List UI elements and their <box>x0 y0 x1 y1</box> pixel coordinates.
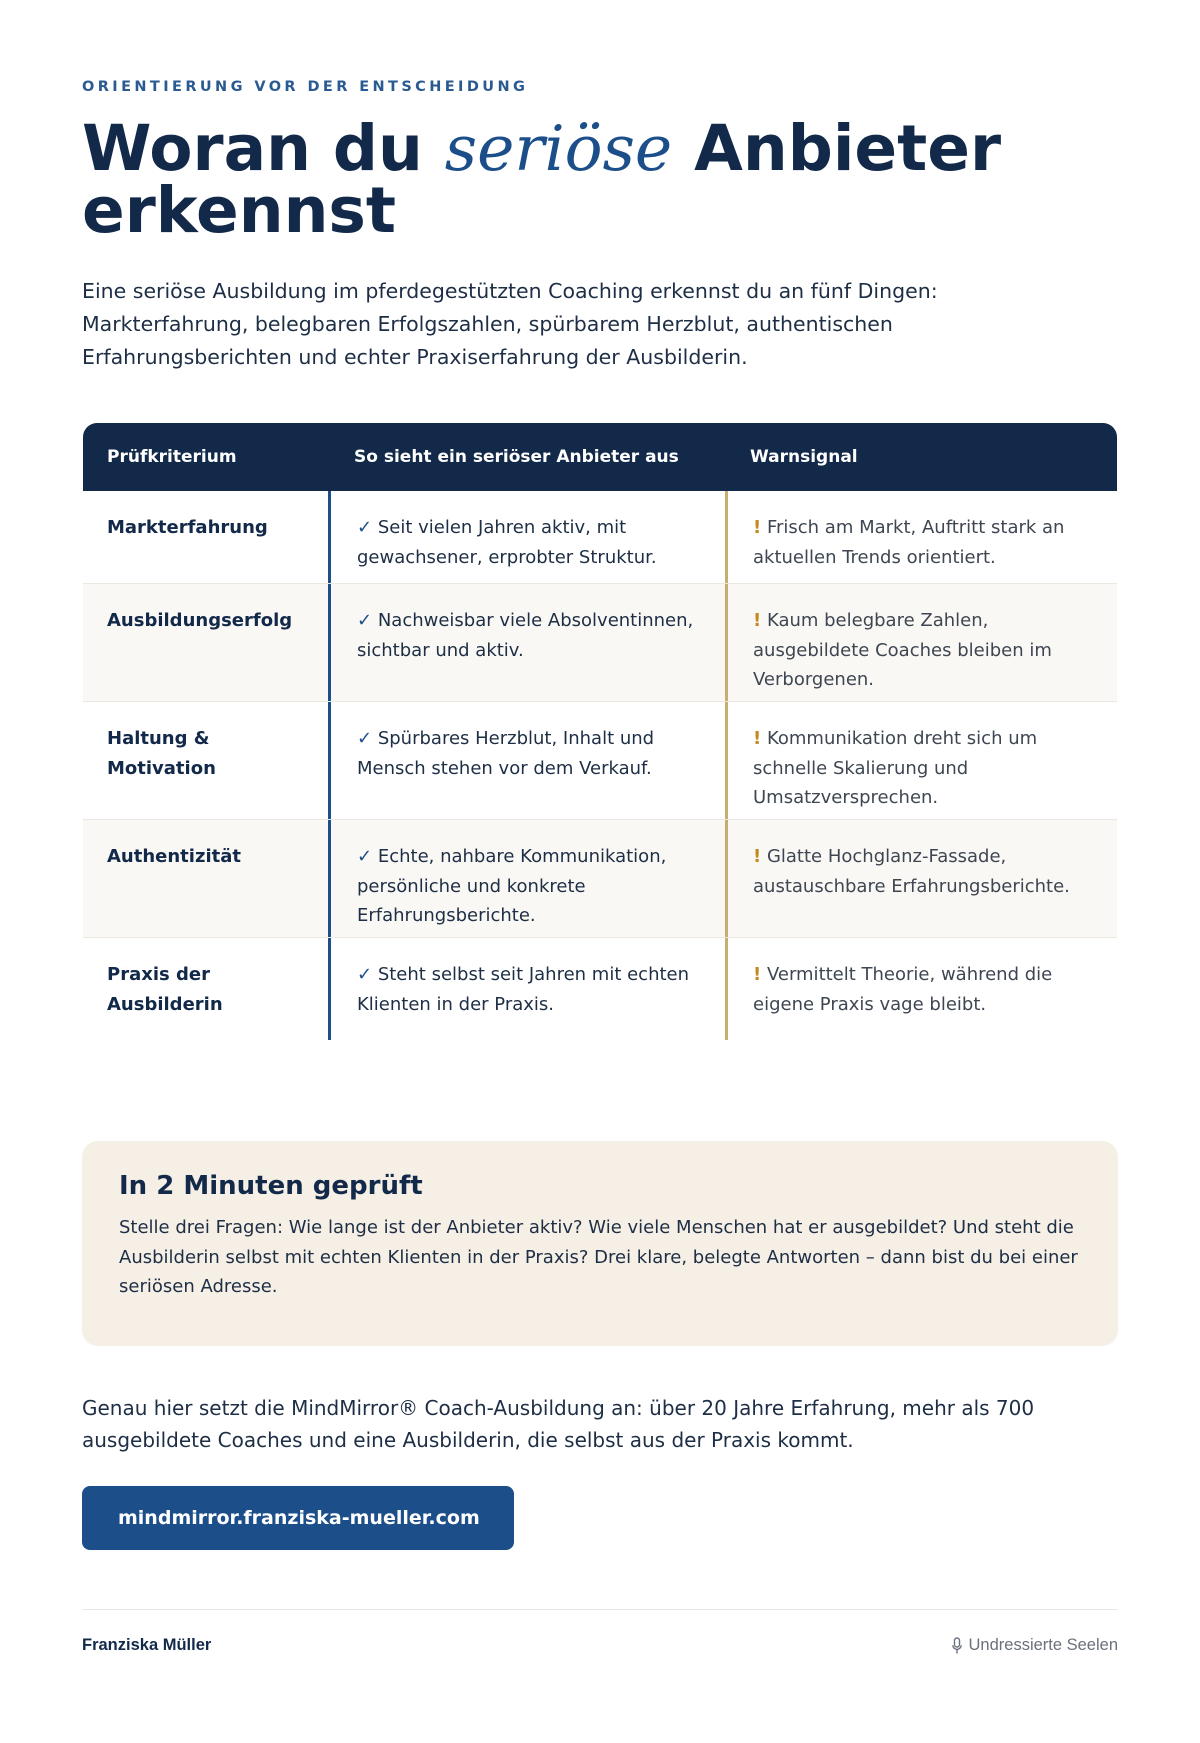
table-row <box>83 584 1117 702</box>
criterion-cell: Ausbildungserfolg <box>107 610 293 631</box>
warning-cell <box>725 820 1117 937</box>
callout-title: In 2 Minuten geprüft <box>119 1171 423 1201</box>
table-row <box>83 491 1117 584</box>
good-cell <box>328 702 725 819</box>
microphone-icon <box>951 1637 963 1655</box>
criterion-cell: Markterfahrung <box>107 517 268 538</box>
good-text: Steht selbst seit Jahren mit echten Klienten in der Praxis. <box>357 964 690 1015</box>
good-cell <box>328 938 725 1040</box>
warning-text: Glatte Hochglanz-Fassade, austauschbare Erfahrungsberichte. <box>753 846 1070 897</box>
column-header-good: So sieht ein seriöser Anbieter aus <box>354 447 679 467</box>
criterion-cell: Authentizität <box>107 846 241 867</box>
warning-icon: ! <box>753 610 762 631</box>
title-part-1: Woran du <box>82 112 445 185</box>
check-icon: ✓ <box>357 846 373 867</box>
footer-podcast <box>951 1636 1119 1655</box>
title-accent: seriöse <box>444 112 673 185</box>
page <box>82 0 1118 1743</box>
good-cell <box>328 584 725 701</box>
check-icon: ✓ <box>357 517 373 538</box>
table-row <box>83 938 1117 1040</box>
table-row <box>83 702 1117 820</box>
page-title <box>82 112 1082 247</box>
warning-text: Frisch am Markt, Auftritt stark an aktuellen Trends orientiert. <box>753 517 1065 568</box>
check-icon: ✓ <box>357 964 373 985</box>
good-cell <box>328 491 725 583</box>
comparison-table <box>83 423 1117 1040</box>
good-text: Spürbares Herzblut, Inhalt und Mensch stehen vor dem Verkauf. <box>357 728 655 779</box>
column-header-warning: Warnsignal <box>750 447 858 467</box>
callout-box <box>82 1141 1118 1346</box>
warning-icon: ! <box>753 517 762 538</box>
warning-icon: ! <box>753 728 762 749</box>
table-row <box>83 820 1117 938</box>
website-link-button[interactable]: mindmirror.franziska-mueller.com <box>82 1486 514 1550</box>
warning-text: Vermittelt Theorie, während die eigene Praxis vage bleibt. <box>753 964 1053 1015</box>
criterion-cell: Haltung & Motivation <box>107 728 216 779</box>
callout-text: Stelle drei Fragen: Wie lange ist der Anbieter aktiv? Wie viele Menschen hat er ausgebildet? Und steht die Ausbilderin selbst mit echten Klienten in der Praxis? Drei klare, belegte Antworten – dann bist du bei einer seriösen Adresse. <box>119 1217 1078 1297</box>
check-icon: ✓ <box>357 610 373 631</box>
good-text: Nachweisbar viele Absolventinnen, sichtbar und aktiv. <box>357 610 694 661</box>
warning-icon: ! <box>753 964 762 985</box>
warning-cell <box>725 584 1117 701</box>
warning-text: Kommunikation dreht sich um schnelle Skalierung und Umsatzversprechen. <box>753 728 1038 808</box>
eyebrow: ORIENTIERUNG VOR DER ENTSCHEIDUNG <box>82 79 529 95</box>
good-text: Echte, nahbare Kommunikation, persönliche und konkrete Erfahrungsberichte. <box>357 846 667 926</box>
column-header-criterion: Prüfkriterium <box>107 447 237 467</box>
footer-author: Franziska Müller <box>82 1636 212 1654</box>
table-header <box>83 423 1117 491</box>
outro-text: Genau hier setzt die MindMirror® Coach-Ausbildung an: über 20 Jahre Erfahrung, mehr als 700 ausgebildete Coaches und eine Ausbilderin, die selbst aus der Praxis kommt. <box>82 1396 1035 1452</box>
warning-text: Kaum belegbare Zahlen, ausgebildete Coaches bleiben im Verborgenen. <box>753 610 1052 690</box>
warning-cell <box>725 938 1117 1040</box>
criterion-cell: Praxis der Ausbilderin <box>107 964 223 1015</box>
title-part-2: Anbieter erkennst <box>82 112 1002 247</box>
intro-text: Eine seriöse Ausbildung im pferdegestützten Coaching erkennst du an fünf Dingen: Markterfahrung, belegbaren Erfolgszahlen, spürbarem Herzblut, authentischen Erfahrungsberichten und echter Praxiserfahrung der Ausbilderin. <box>82 279 938 369</box>
footer-podcast-name: Undressierte Seelen <box>968 1636 1118 1654</box>
warning-icon: ! <box>753 846 762 867</box>
good-cell <box>328 820 725 937</box>
check-icon: ✓ <box>357 728 373 749</box>
footer-divider <box>82 1609 1118 1610</box>
warning-cell <box>725 491 1117 583</box>
warning-cell <box>725 702 1117 819</box>
good-text: Seit vielen Jahren aktiv, mit gewachsener, erprobter Struktur. <box>357 517 657 568</box>
